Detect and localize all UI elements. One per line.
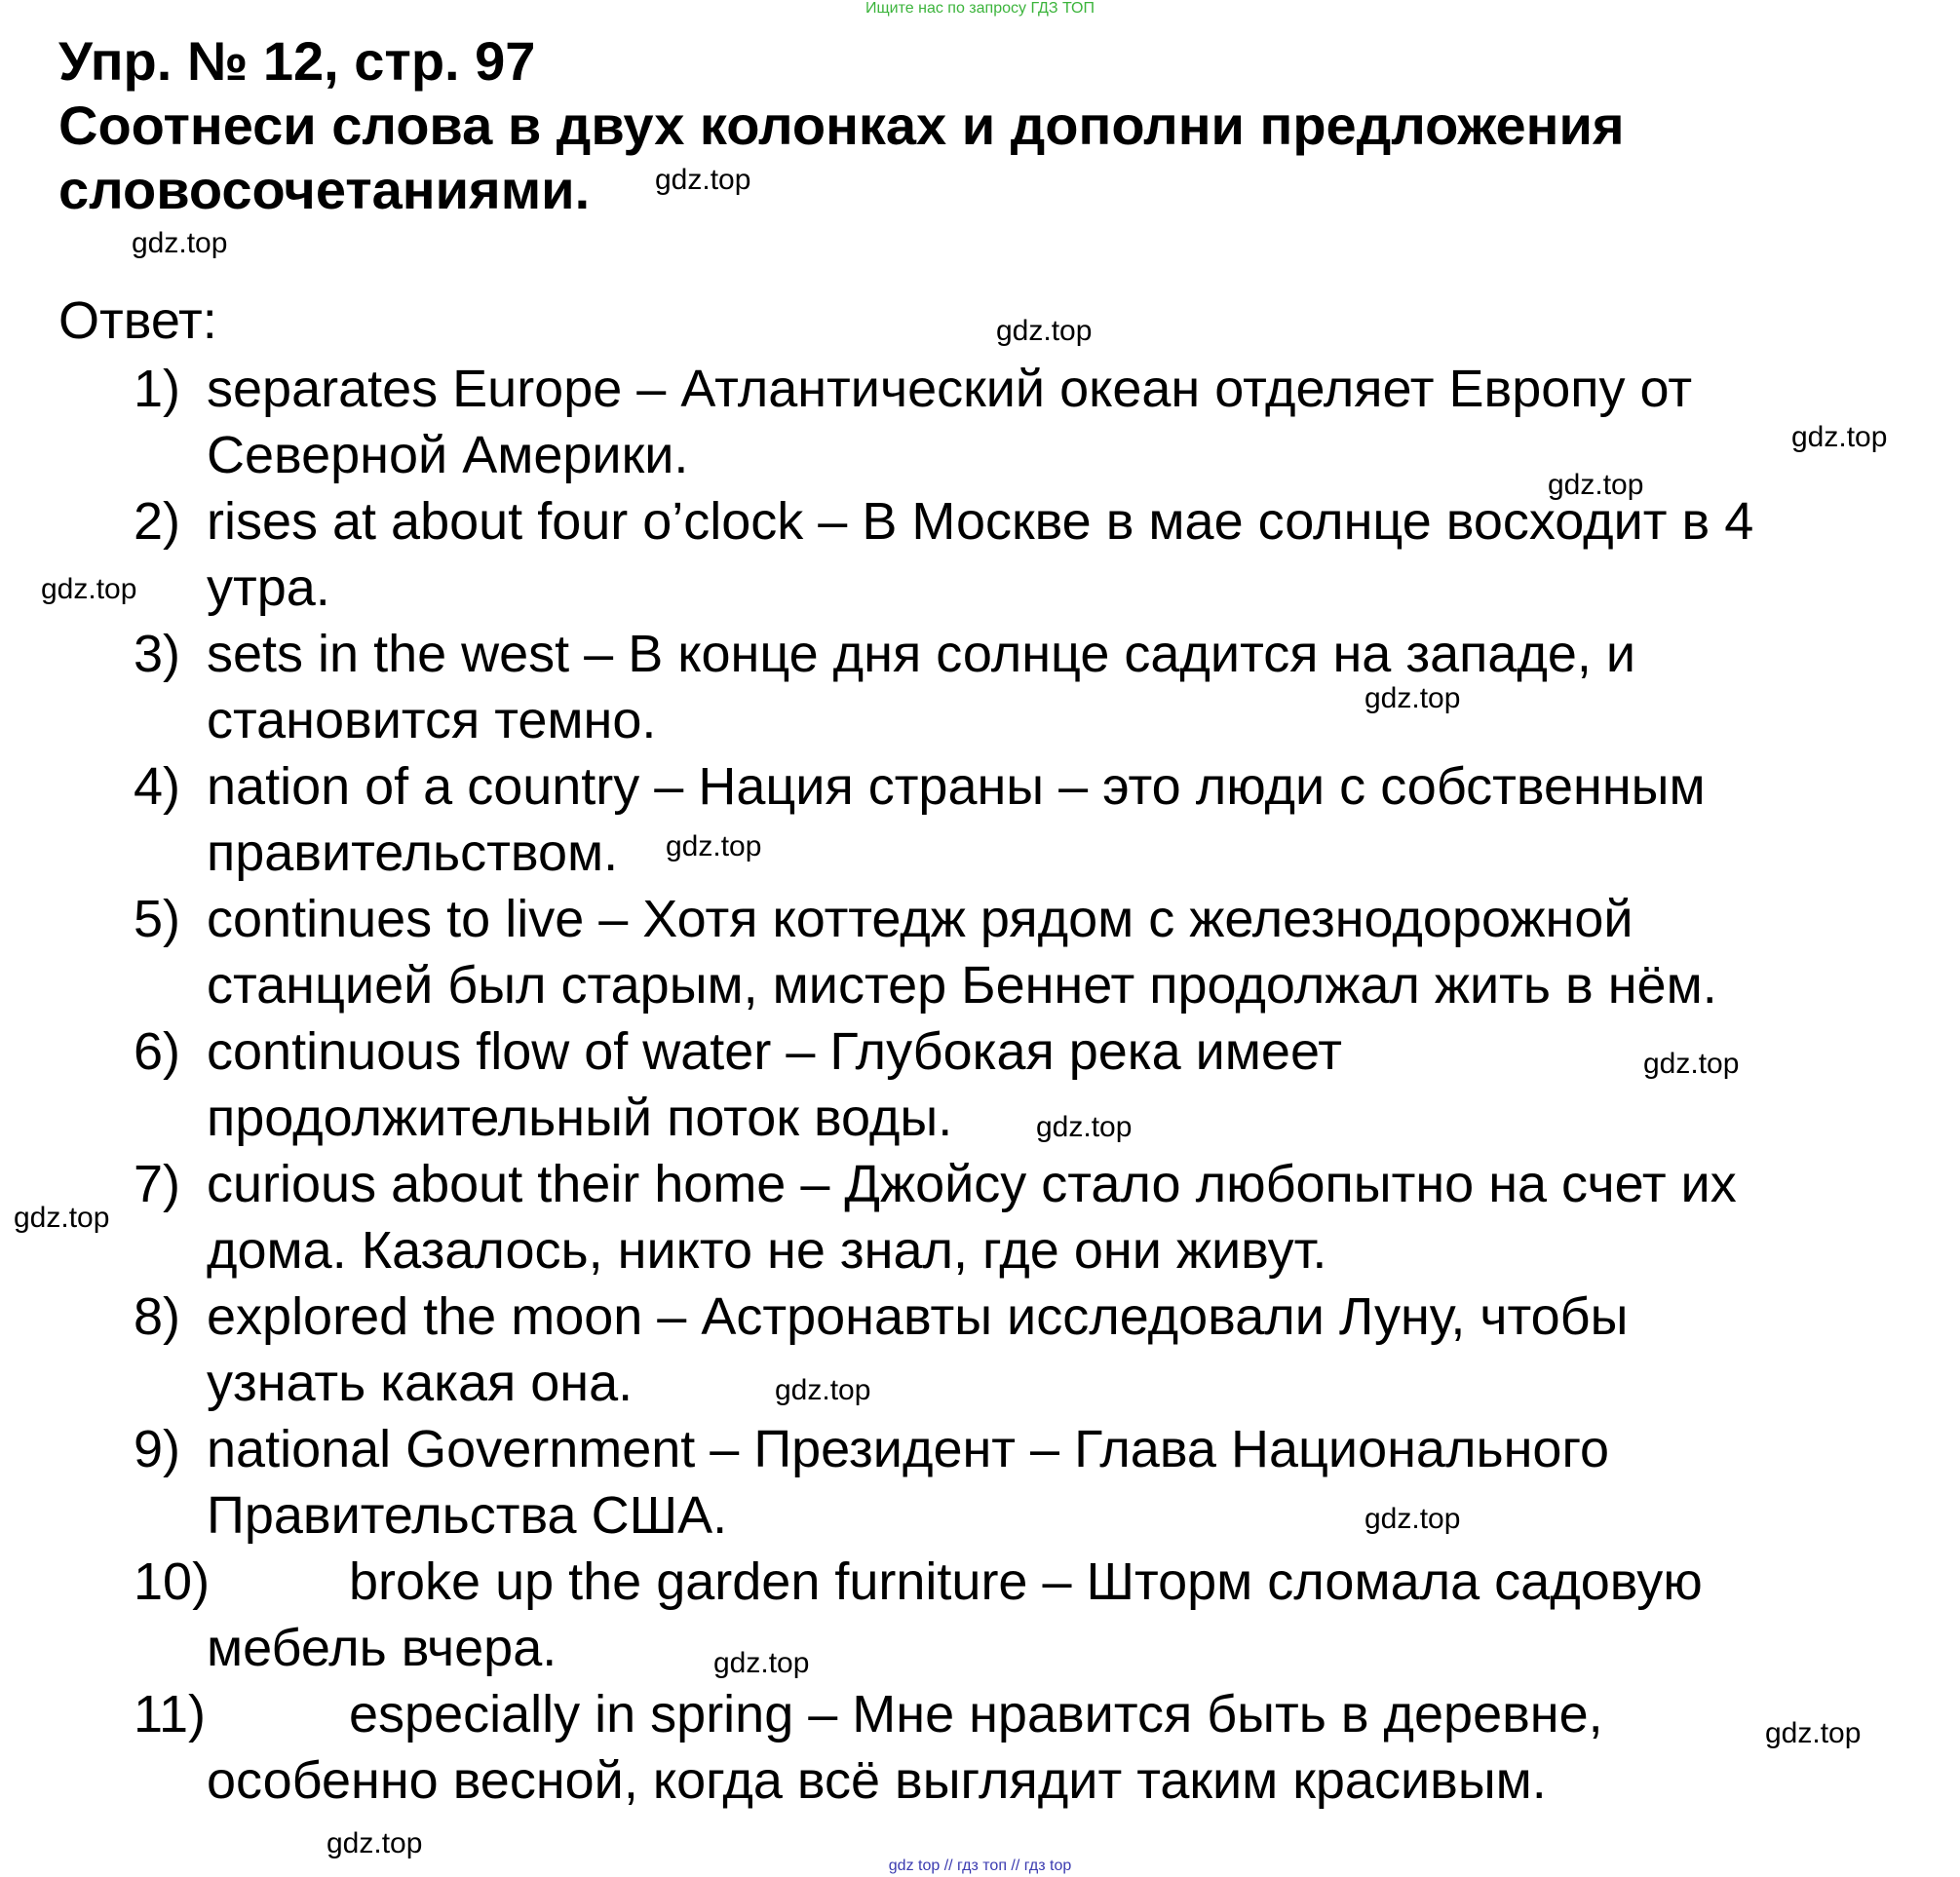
watermark: gdz.top <box>41 573 137 605</box>
answer-label: Ответ: <box>58 291 217 350</box>
task-text-line-1: Соотнеси слова в двух колонках и дополни предложения <box>58 95 1625 156</box>
item-number: 11) <box>134 1685 207 1743</box>
item-line-2: узнать какая она. <box>207 1354 634 1412</box>
item-line-2: Северной Америки. <box>207 426 689 484</box>
item-line-1: rises at about four o’clock – В Москве в мае солнце восходит в 4 <box>207 492 1754 551</box>
item-number: 2) <box>134 492 181 551</box>
item-number: 6) <box>134 1022 181 1081</box>
watermark: gdz.top <box>713 1647 810 1679</box>
watermark: gdz.top <box>1765 1717 1862 1749</box>
item-line-1: curious about their home – Джойсу стало любопытно на счет их <box>207 1155 1737 1213</box>
watermark: gdz.top <box>1036 1111 1133 1143</box>
watermark: gdz.top <box>1548 469 1644 501</box>
watermark: gdz.top <box>775 1374 871 1406</box>
watermark: gdz.top <box>666 830 762 862</box>
item-number: 1) <box>134 360 181 418</box>
item-number: 10) <box>134 1552 211 1611</box>
item-line-2: правительством. <box>207 824 619 882</box>
item-line-1: national Government – Президент – Глава Национального <box>207 1420 1609 1478</box>
watermark: gdz.top <box>1791 421 1888 453</box>
item-line-2: продолжительный поток воды. <box>207 1089 953 1147</box>
exercise-title: Упр. № 12, стр. 97 <box>58 30 536 92</box>
item-line-1: broke up the garden furniture – Шторм сломала садовую <box>349 1552 1703 1611</box>
item-number: 4) <box>134 757 181 816</box>
item-line-2: становится темно. <box>207 691 657 749</box>
item-line-1: explored the moon – Астронавты исследовали Луну, чтобы <box>207 1287 1629 1346</box>
item-line-2: утра. <box>207 558 330 617</box>
item-number: 5) <box>134 890 181 948</box>
item-line-1: continuous flow of water – Глубокая река имеет <box>207 1022 1342 1081</box>
watermark: gdz.top <box>14 1202 110 1234</box>
item-line-2: особенно весной, когда всё выглядит таким красивым. <box>207 1751 1547 1810</box>
watermark: gdz.top <box>655 164 751 196</box>
item-line-1: especially in spring – Мне нравится быть в деревне, <box>349 1685 1603 1743</box>
watermark: gdz.top <box>327 1827 423 1859</box>
item-line-2: дома. Казалось, никто не знал, где они живут. <box>207 1221 1327 1280</box>
item-line-1: nation of a country – Нация страны – это люди с собственным <box>207 757 1706 816</box>
task-text-line-2: словосочетаниями. <box>58 159 591 220</box>
item-number: 3) <box>134 625 181 683</box>
item-number: 8) <box>134 1287 181 1346</box>
item-line-1: continues to live – Хотя коттедж рядом с железнодорожной <box>207 890 1633 948</box>
watermark: gdz.top <box>1643 1048 1740 1080</box>
item-line-1: sets in the west – В конце дня солнце садится на западе, и <box>207 625 1636 683</box>
item-number: 9) <box>134 1420 181 1478</box>
top-banner: Ищите нас по запросу ГДЗ ТОП <box>865 0 1095 17</box>
footer-text: gdz top // гдз топ // гдз top <box>888 1858 1072 1874</box>
item-line-2: станцией был старым, мистер Беннет продолжал жить в нём. <box>207 956 1717 1015</box>
item-line-1: separates Europe – Атлантический океан отделяет Европу от <box>207 360 1693 418</box>
watermark: gdz.top <box>1364 682 1461 714</box>
item-line-2: Правительства США. <box>207 1486 728 1545</box>
watermark: gdz.top <box>1364 1503 1461 1535</box>
watermark: gdz.top <box>996 315 1093 347</box>
item-line-2: мебель вчера. <box>207 1619 557 1677</box>
item-number: 7) <box>134 1155 181 1213</box>
watermark: gdz.top <box>132 227 228 259</box>
